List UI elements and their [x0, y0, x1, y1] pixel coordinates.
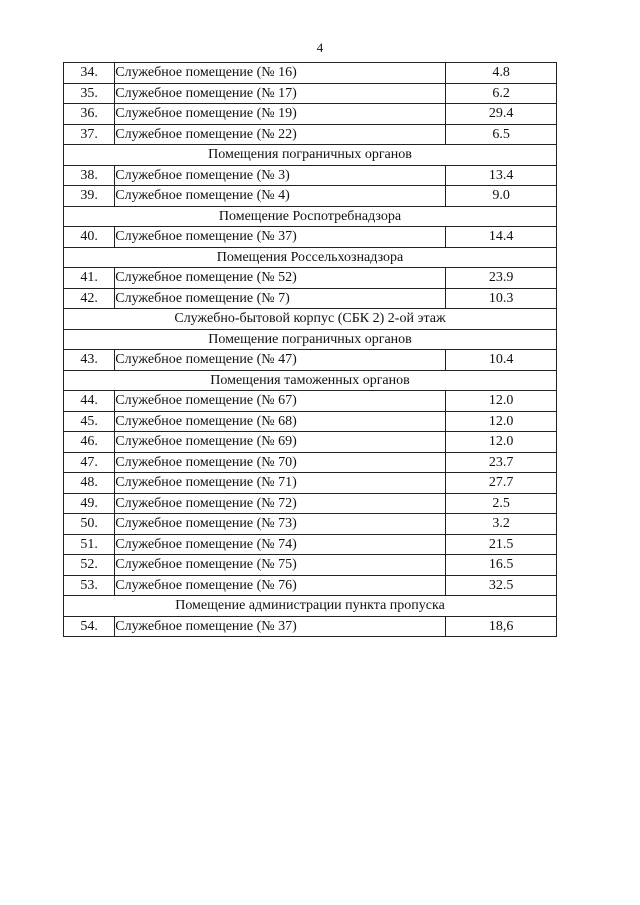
table-row — [64, 452, 557, 473]
row-number: 45. — [64, 411, 115, 432]
room-name: Служебное помещение (№ 72) — [115, 493, 446, 514]
row-number: 37. — [64, 124, 115, 145]
room-name: Служебное помещение (№ 71) — [115, 473, 446, 494]
room-area: 32.5 — [446, 575, 557, 596]
section-header-row — [64, 329, 557, 350]
room-area: 13.4 — [446, 165, 557, 186]
room-name: Служебное помещение (№ 70) — [115, 452, 446, 473]
row-number: 48. — [64, 473, 115, 494]
row-number: 46. — [64, 432, 115, 453]
room-name: Служебное помещение (№ 16) — [115, 63, 446, 84]
row-number: 39. — [64, 186, 115, 207]
table-row — [64, 165, 557, 186]
rooms-table-body — [64, 63, 557, 637]
row-number: 42. — [64, 288, 115, 309]
room-name: Служебное помещение (№ 37) — [115, 227, 446, 248]
room-area: 14.4 — [446, 227, 557, 248]
room-area: 12.0 — [446, 411, 557, 432]
room-name: Служебное помещение (№ 19) — [115, 104, 446, 125]
row-number: 54. — [64, 616, 115, 637]
room-name: Служебное помещение (№ 47) — [115, 350, 446, 371]
room-area: 27.7 — [446, 473, 557, 494]
section-title: Помещение Роспотребнадзора — [64, 206, 557, 227]
room-area: 2.5 — [446, 493, 557, 514]
room-name: Служебное помещение (№ 74) — [115, 534, 446, 555]
room-area: 6.5 — [446, 124, 557, 145]
table-row — [64, 268, 557, 289]
row-number: 38. — [64, 165, 115, 186]
table-row — [64, 288, 557, 309]
row-number: 43. — [64, 350, 115, 371]
table-row — [64, 534, 557, 555]
row-number: 51. — [64, 534, 115, 555]
section-header-row — [64, 309, 557, 330]
section-title: Помещение администрации пункта пропуска — [64, 596, 557, 617]
room-area: 16.5 — [446, 555, 557, 576]
row-number: 53. — [64, 575, 115, 596]
room-name: Служебное помещение (№ 17) — [115, 83, 446, 104]
room-name: Служебное помещение (№ 69) — [115, 432, 446, 453]
room-name: Служебное помещение (№ 73) — [115, 514, 446, 535]
row-number: 36. — [64, 104, 115, 125]
table-row — [64, 575, 557, 596]
row-number: 40. — [64, 227, 115, 248]
row-number: 49. — [64, 493, 115, 514]
room-area: 21.5 — [446, 534, 557, 555]
room-name: Служебное помещение (№ 68) — [115, 411, 446, 432]
row-number: 41. — [64, 268, 115, 289]
page-number: 4 — [316, 40, 324, 55]
table-row — [64, 432, 557, 453]
room-area: 29.4 — [446, 104, 557, 125]
row-number: 44. — [64, 391, 115, 412]
section-header-row — [64, 206, 557, 227]
table-row — [64, 124, 557, 145]
room-name: Служебное помещение (№ 22) — [115, 124, 446, 145]
table-row — [64, 411, 557, 432]
row-number: 47. — [64, 452, 115, 473]
room-name: Служебное помещение (№ 76) — [115, 575, 446, 596]
table-row — [64, 616, 557, 637]
room-area: 12.0 — [446, 432, 557, 453]
room-name: Служебное помещение (№ 3) — [115, 165, 446, 186]
section-title: Помещения Россельхознадзора — [64, 247, 557, 268]
table-row — [64, 514, 557, 535]
room-area: 18,6 — [446, 616, 557, 637]
row-number: 52. — [64, 555, 115, 576]
room-name: Служебное помещение (№ 4) — [115, 186, 446, 207]
room-area: 3.2 — [446, 514, 557, 535]
table-row — [64, 83, 557, 104]
room-area: 10.3 — [446, 288, 557, 309]
room-name: Служебное помещение (№ 67) — [115, 391, 446, 412]
table-row — [64, 186, 557, 207]
rooms-table — [63, 62, 557, 637]
room-name: Служебное помещение (№ 7) — [115, 288, 446, 309]
section-header-row — [64, 370, 557, 391]
section-header-row — [64, 247, 557, 268]
section-title: Помещения таможенных органов — [64, 370, 557, 391]
room-area: 12.0 — [446, 391, 557, 412]
table-row — [64, 350, 557, 371]
table-row — [64, 555, 557, 576]
table-row — [64, 473, 557, 494]
room-name: Служебное помещение (№ 37) — [115, 616, 446, 637]
room-area: 9.0 — [446, 186, 557, 207]
section-header-row — [64, 596, 557, 617]
section-title: Помещения пограничных органов — [64, 145, 557, 166]
room-area: 23.9 — [446, 268, 557, 289]
table-row — [64, 391, 557, 412]
section-title: Помещение пограничных органов — [64, 329, 557, 350]
table-row — [64, 227, 557, 248]
table-row — [64, 63, 557, 84]
row-number: 34. — [64, 63, 115, 84]
room-name: Служебное помещение (№ 75) — [115, 555, 446, 576]
table-row — [64, 104, 557, 125]
row-number: 50. — [64, 514, 115, 535]
room-area: 4.8 — [446, 63, 557, 84]
section-title: Служебно-бытовой корпус (СБК 2) 2-ой этаж — [64, 309, 557, 330]
room-name: Служебное помещение (№ 52) — [115, 268, 446, 289]
room-area: 10.4 — [446, 350, 557, 371]
room-area: 23.7 — [446, 452, 557, 473]
room-area: 6.2 — [446, 83, 557, 104]
table-row — [64, 493, 557, 514]
section-header-row — [64, 145, 557, 166]
row-number: 35. — [64, 83, 115, 104]
